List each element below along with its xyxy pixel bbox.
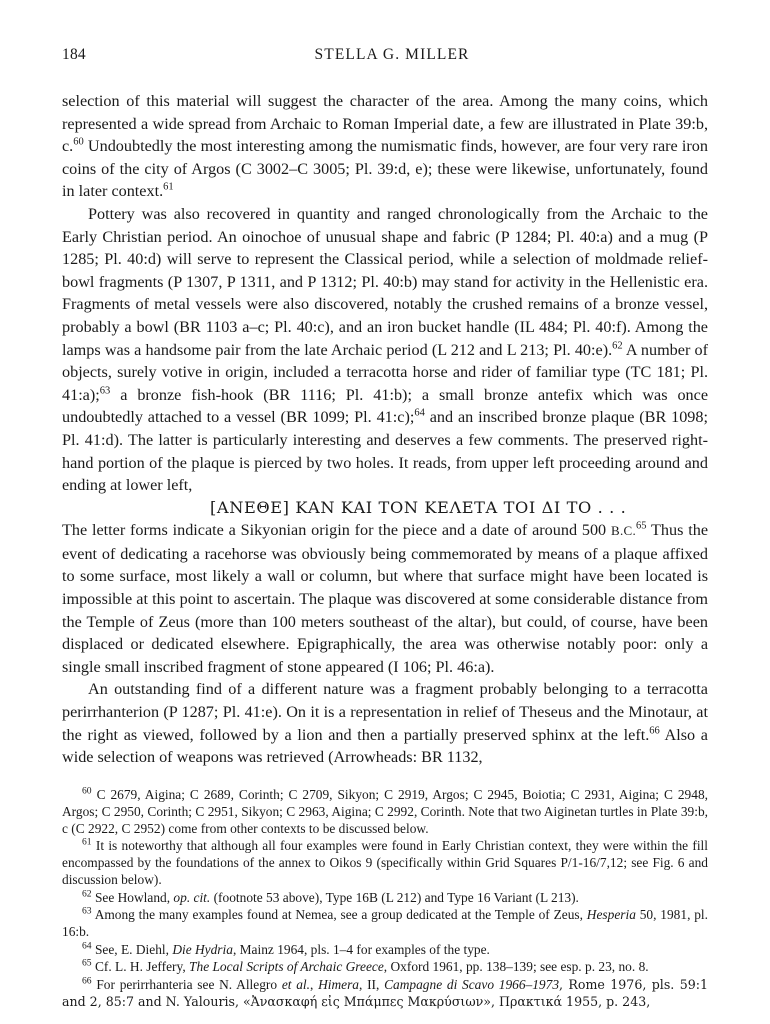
footnote-63-italic-a: Hesperia bbox=[586, 907, 636, 923]
footnote-62-text-a: See Howland, bbox=[94, 889, 174, 905]
footnote-64-text-a: See, E. Diehl, bbox=[94, 941, 173, 957]
footnote-65-text-a: Cf. L. H. Jeffery, bbox=[94, 959, 190, 975]
footnote-ref-62[interactable]: 62 bbox=[612, 340, 623, 352]
footnote-64 bbox=[62, 941, 708, 958]
footnote-64-italic-a: Die Hydria bbox=[172, 941, 233, 957]
footnote-66 bbox=[62, 976, 708, 1010]
paragraph-2 bbox=[62, 203, 708, 497]
footnote-ref-65[interactable]: 65 bbox=[636, 520, 647, 532]
footnote-number-65: 65 bbox=[82, 957, 92, 969]
footnote-61 bbox=[62, 837, 708, 888]
footnote-63 bbox=[62, 906, 708, 940]
footnote-66-text-c: , II, bbox=[359, 976, 385, 992]
paragraph-4-part-a: An outstanding find of a different nature was a fragment probably belonging to a terracotta perirrhanterion (P 1287; Pl. 41:e). On it is a representation in relief of Theseus and the Minotaur, at the right as viewed, followed by a lion and then a partially preserved sphinx at the left. bbox=[62, 680, 708, 744]
page-number: 184 bbox=[62, 46, 86, 63]
footnote-number-63: 63 bbox=[82, 905, 92, 917]
footnote-63-text-b: 50, 1981, pl. 16:b. bbox=[62, 907, 709, 940]
footnote-ref-64[interactable]: 64 bbox=[414, 407, 425, 419]
footnote-ref-60[interactable]: 60 bbox=[73, 136, 84, 148]
footnote-number-66: 66 bbox=[82, 975, 92, 987]
footnote-ref-66[interactable]: 66 bbox=[649, 725, 660, 737]
running-title: STELLA G. MILLER bbox=[314, 46, 470, 63]
footnote-65 bbox=[62, 958, 708, 975]
inscription-quote: [ΑΝΕΘΕ] ΚΑΝ ΚΑΙ ΤΟΝ ΚΕΛΕΤΑ ΤΟΙ ΔΙ ΤΟ . . . bbox=[210, 497, 627, 517]
footnote-66-italic-c: Campagne di Scavo 1966–1973 bbox=[384, 976, 560, 992]
footnote-number-60: 60 bbox=[82, 785, 92, 797]
footnote-66-text-a: For perirrhanteria see N. Allegro bbox=[96, 976, 282, 992]
paragraph-2-part-b: A number of objects, surely votive in origin, included a terracotta horse and rider of familiar type (TC 181; Pl. 41:a); bbox=[62, 340, 708, 404]
running-head bbox=[62, 46, 708, 68]
footnote-64-text-b: , Mainz 1964, pls. 1–4 for examples of the type. bbox=[232, 941, 490, 957]
footnote-66-text-b: , bbox=[309, 976, 319, 992]
paragraph-3-part-b: Thus the event of dedicating a racehorse was obviously being commemorated by means of a plaque affixed to some surface, most likely a wall or column, but where that surface might have been located is impossible at this point to ascertain. The plaque was discovered at some considerable distance from the Temple of Zeus (more than 100 meters southeast of the altar), but could, of course, have been displaced or dedicated elsewhere. Epigraphically, the area was otherwise notably poor: only a single small inscribed fragment of stone appeared (I 106; Pl. 46:a). bbox=[62, 521, 709, 676]
footnote-number-64: 64 bbox=[82, 940, 92, 952]
footnote-ref-61[interactable]: 61 bbox=[163, 181, 174, 193]
footnote-60-text: C 2679, Aigina; C 2689, Corinth; C 2709, Sikyon; C 2919, Argos; C 2945, Boiotia; C 2931, Aigina; C 2948, Argos; C 2950, Corinth; C 2951, Sikyon; C 2963, Aigina; C 2992, Corinth. Note that two Aiginetan turtles in Plate 39:b, c (C 2922, C 2952) come from other contexts to be discussed below. bbox=[62, 786, 708, 836]
footnote-number-61: 61 bbox=[82, 836, 92, 848]
footnote-66-italic-b: Himera bbox=[318, 976, 359, 992]
paragraph-4-part-b: Also a wide selection of weapons was retrieved (Arrowheads: BR 1132, bbox=[62, 725, 708, 767]
footnote-62 bbox=[62, 889, 708, 906]
footnote-65-text-b: , Oxford 1961, pp. 138–139; see esp. p. 23, no. 8. bbox=[383, 959, 649, 975]
paragraph-2-part-a: Pottery was also recovered in quantity and ranged chronologically from the Archaic to the Early Christian period. An oinochoe of unusual shape and fabric (P 1284; Pl. 40:a) and a mug (P 1285; Pl. 40:d) will serve to represent the Classical period, while a selection of moldmade relief-bowl fragments (P 1307, P 1311, and P 1312; Pl. 40:b) may stand for activity in the Hellenistic era. Fragments of metal vessels were also discovered, notably the crushed remains of a bronze vessel, probably a bowl (BR 1103 a–c; Pl. 40:c), and an iron bucket handle (IL 484; Pl. 40:f). Among the lamps was a handsome pair from the late Archaic period (L 212 and L 213; Pl. 40:e). bbox=[62, 204, 708, 359]
paragraph-2-part-c: a bronze fish-hook (BR 1116; Pl. 41:b); a small bronze antefix which was once undoubtedly attached to a vessel (BR 1099; Pl. 41:c); bbox=[62, 385, 708, 427]
footnotes-section bbox=[62, 786, 708, 1010]
footnote-number-62: 62 bbox=[82, 888, 92, 900]
paragraph-2-part-d: and an inscribed bronze plaque (BR 1098; Pl. 41:d). The latter is particularly interesting and deserves a few comments. The preserved right-hand portion of the plaque is pierced by two holes. It reads, from upper left proceeding around and ending at lower left, bbox=[62, 408, 708, 495]
footnote-66-text-d: , Rome 1976, pls. 59:1 and 2, 85:7 and N. Yalouris, «Ἀνασκαφή εἰς Μπάμπες Μακρύσιων», Πρακτικά 1955, p. 243, bbox=[62, 976, 708, 1009]
body-text bbox=[62, 90, 708, 769]
footnote-60 bbox=[62, 786, 708, 837]
paragraph-1-part-a: selection of this material will suggest the character of the area. Among the many coins, which represented a wide spread from Archaic to Roman Imperial date, a few are illustrated in Plate 39:b, c. bbox=[62, 92, 708, 156]
paragraph-1 bbox=[62, 90, 708, 203]
bc-abbreviation: B.C. bbox=[610, 523, 637, 539]
paragraph-1-part-b: Undoubtedly the most interesting among the numismatic finds, however, are four very rare iron coins of the city of Argos (C 3002–C 3005; Pl. 39:d, e); these were likewise, unfortunately, found in later context. bbox=[62, 137, 708, 201]
footnote-61-text: It is noteworthy that although all four examples were found in Early Christian context, they were within the fill encompassed by the foundations of the annex to Oikos 9 (specifically within Grid Squares P/1-16/7,12; see Fig. 6 and discussion below). bbox=[62, 838, 708, 888]
footnote-62-text-b: (footnote 53 above), Type 16B (L 212) and Type 16 Variant (L 213). bbox=[210, 889, 579, 905]
paragraph-3-part-a: The letter forms indicate a Sikyonian origin for the piece and a date of around 500 bbox=[62, 521, 611, 540]
footnote-63-text-a: Among the many examples found at Nemea, see a group dedicated at the Temple of Zeus, bbox=[94, 907, 587, 923]
paragraph-3 bbox=[62, 519, 708, 678]
footnote-ref-63[interactable]: 63 bbox=[99, 385, 111, 397]
footnote-65-italic-a: The Local Scripts of Archaic Greece bbox=[189, 959, 384, 975]
footnote-62-italic-a: op. cit. bbox=[173, 889, 211, 905]
paragraph-4 bbox=[62, 678, 708, 768]
footnote-66-italic-a: et al. bbox=[281, 976, 310, 992]
